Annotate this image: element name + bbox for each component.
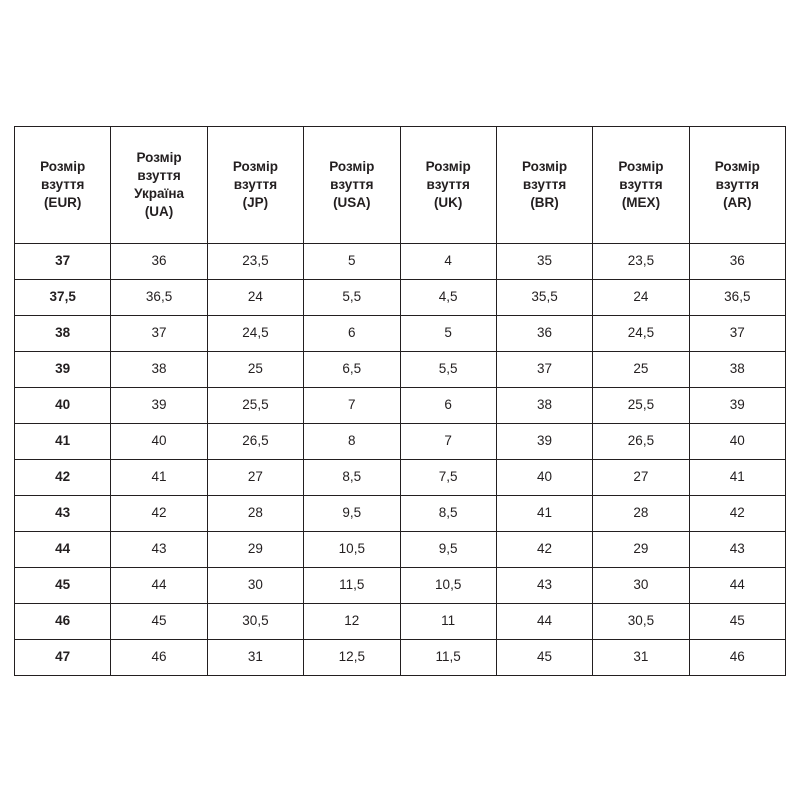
table-cell: 42	[15, 460, 111, 496]
table-cell: 5,5	[304, 280, 400, 316]
size-table-container	[14, 126, 786, 676]
table-cell: 37	[111, 316, 207, 352]
column-header-line: Розмір	[425, 158, 471, 174]
table-row	[15, 424, 786, 460]
table-cell: 7	[400, 424, 496, 460]
table-row	[15, 352, 786, 388]
table-cell: 9,5	[304, 496, 400, 532]
column-header-line: (UK)	[433, 195, 463, 211]
table-cell: 41	[111, 460, 207, 496]
table-cell: 11,5	[304, 568, 400, 604]
table-cell: 44	[111, 568, 207, 604]
table-row	[15, 388, 786, 424]
table-row	[15, 244, 786, 280]
table-cell: 43	[15, 496, 111, 532]
column-header-line: Розмір	[136, 149, 182, 165]
table-cell: 12,5	[304, 640, 400, 676]
table-cell: 42	[496, 532, 592, 568]
table-cell: 29	[207, 532, 303, 568]
column-header-line: взуття	[715, 176, 760, 192]
table-cell: 43	[689, 532, 785, 568]
table-cell: 25	[207, 352, 303, 388]
table-row	[15, 280, 786, 316]
table-cell: 46	[111, 640, 207, 676]
table-cell: 40	[689, 424, 785, 460]
column-header-line: взуття	[619, 176, 663, 192]
column-header-5	[400, 127, 496, 244]
table-cell: 43	[111, 532, 207, 568]
table-cell: 9,5	[400, 532, 496, 568]
table-cell: 37	[15, 244, 111, 280]
table-cell: 41	[15, 424, 111, 460]
table-cell: 38	[689, 352, 785, 388]
table-cell: 5	[304, 244, 400, 280]
column-header-line: Розмір	[329, 158, 375, 174]
table-cell: 39	[111, 388, 207, 424]
shoe-size-table	[14, 126, 786, 676]
table-cell: 24	[593, 280, 689, 316]
column-header-line: взуття	[137, 167, 181, 183]
table-cell: 39	[496, 424, 592, 460]
table-cell: 39	[689, 388, 785, 424]
table-cell: 36	[496, 316, 592, 352]
table-cell: 47	[15, 640, 111, 676]
table-cell: 44	[689, 568, 785, 604]
column-header-4	[304, 127, 400, 244]
column-header-line: Україна	[134, 186, 184, 201]
column-header-line: взуття	[233, 176, 278, 192]
table-cell: 27	[207, 460, 303, 496]
table-cell: 44	[496, 604, 592, 640]
table-cell: 45	[111, 604, 207, 640]
table-cell: 40	[496, 460, 592, 496]
table-row	[15, 532, 786, 568]
table-cell: 37,5	[15, 280, 111, 316]
table-cell: 46	[15, 604, 111, 640]
table-row	[15, 568, 786, 604]
table-cell: 40	[15, 388, 111, 424]
table-row	[15, 316, 786, 352]
table-cell: 36,5	[111, 280, 207, 316]
table-cell: 25	[593, 352, 689, 388]
table-header	[15, 127, 786, 244]
table-cell: 7,5	[400, 460, 496, 496]
table-row	[15, 496, 786, 532]
column-header-1	[15, 127, 111, 244]
table-cell: 6	[304, 316, 400, 352]
table-cell: 7	[304, 388, 400, 424]
table-cell: 11	[400, 604, 496, 640]
table-cell: 36,5	[689, 280, 785, 316]
table-cell: 5	[400, 316, 496, 352]
column-header-line: взуття	[426, 176, 470, 192]
table-cell: 36	[689, 244, 785, 280]
column-header-line: (UA)	[144, 204, 174, 220]
table-cell: 25,5	[207, 388, 303, 424]
table-cell: 41	[496, 496, 592, 532]
table-cell: 44	[15, 532, 111, 568]
column-header-line: (BR)	[530, 195, 559, 211]
table-cell: 8	[304, 424, 400, 460]
table-body	[15, 244, 786, 676]
table-cell: 4	[400, 244, 496, 280]
table-cell: 27	[593, 460, 689, 496]
column-header-line: (JP)	[242, 195, 269, 211]
table-cell: 4,5	[400, 280, 496, 316]
table-cell: 30,5	[593, 604, 689, 640]
table-cell: 45	[15, 568, 111, 604]
table-cell: 45	[689, 604, 785, 640]
table-cell: 43	[496, 568, 592, 604]
column-header-7	[593, 127, 689, 244]
table-cell: 30,5	[207, 604, 303, 640]
column-header-3	[207, 127, 303, 244]
table-cell: 31	[593, 640, 689, 676]
table-cell: 10,5	[304, 532, 400, 568]
table-cell: 35,5	[496, 280, 592, 316]
column-header-line: Розмір	[40, 158, 86, 174]
table-cell: 6,5	[304, 352, 400, 388]
table-cell: 26,5	[593, 424, 689, 460]
table-cell: 28	[593, 496, 689, 532]
column-header-line: Розмір	[618, 158, 664, 174]
column-header-line: взуття	[40, 176, 85, 192]
table-cell: 30	[593, 568, 689, 604]
table-cell: 10,5	[400, 568, 496, 604]
table-cell: 30	[207, 568, 303, 604]
column-header-line: (USA)	[333, 195, 371, 211]
table-cell: 26,5	[207, 424, 303, 460]
column-header-line: взуття	[330, 176, 374, 192]
table-cell: 45	[496, 640, 592, 676]
column-header-6	[496, 127, 592, 244]
table-cell: 28	[207, 496, 303, 532]
column-header-line: (MEX)	[621, 195, 661, 211]
table-cell: 42	[689, 496, 785, 532]
table-header-row	[15, 127, 786, 244]
table-cell: 37	[496, 352, 592, 388]
table-cell: 8,5	[304, 460, 400, 496]
column-header-line: Розмір	[714, 158, 760, 174]
table-cell: 24,5	[593, 316, 689, 352]
table-cell: 39	[15, 352, 111, 388]
column-header-line: (AR)	[723, 195, 752, 211]
table-cell: 11,5	[400, 640, 496, 676]
table-cell: 6	[400, 388, 496, 424]
table-cell: 31	[207, 640, 303, 676]
table-cell: 40	[111, 424, 207, 460]
table-row	[15, 640, 786, 676]
table-cell: 29	[593, 532, 689, 568]
table-cell: 25,5	[593, 388, 689, 424]
table-cell: 42	[111, 496, 207, 532]
table-cell: 37	[689, 316, 785, 352]
column-header-line: взуття	[522, 176, 567, 192]
table-cell: 12	[304, 604, 400, 640]
table-cell: 23,5	[593, 244, 689, 280]
table-row	[15, 460, 786, 496]
table-cell: 36	[111, 244, 207, 280]
table-cell: 38	[496, 388, 592, 424]
column-header-2	[111, 127, 207, 244]
table-cell: 5,5	[400, 352, 496, 388]
column-header-8	[689, 127, 785, 244]
table-cell: 23,5	[207, 244, 303, 280]
table-cell: 35	[496, 244, 592, 280]
table-cell: 8,5	[400, 496, 496, 532]
column-header-line: Розмір	[522, 158, 568, 174]
column-header-line: Розмір	[232, 158, 278, 174]
column-header-line: (EUR)	[43, 195, 82, 211]
table-row	[15, 604, 786, 640]
table-cell: 38	[15, 316, 111, 352]
table-cell: 41	[689, 460, 785, 496]
table-cell: 46	[689, 640, 785, 676]
table-cell: 24,5	[207, 316, 303, 352]
table-cell: 24	[207, 280, 303, 316]
table-cell: 38	[111, 352, 207, 388]
